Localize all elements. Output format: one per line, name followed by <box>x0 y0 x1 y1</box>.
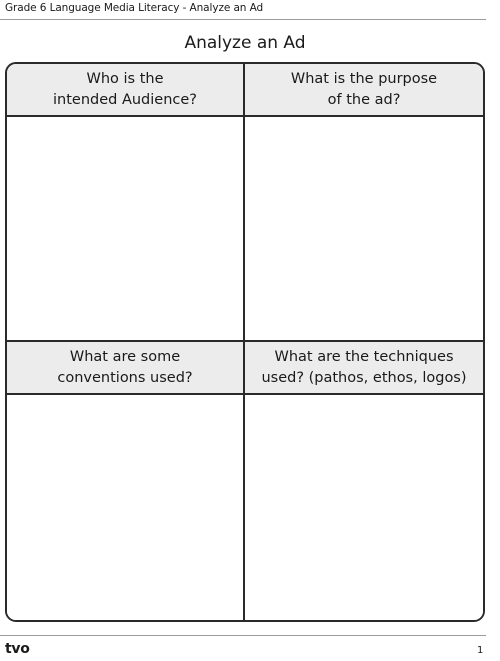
box-techniques <box>245 342 483 620</box>
analysis-grid <box>5 62 485 622</box>
box-conventions <box>7 342 245 620</box>
box-heading-line: of the ad? <box>327 91 401 108</box>
box-audience <box>7 64 245 342</box>
page-header: Grade 6 Language Media Literacy - Analyze an Ad <box>5 2 264 14</box>
box-purpose-heading <box>245 64 483 117</box>
page-number: 1 <box>477 645 484 656</box>
box-heading-line: conventions used? <box>57 369 193 386</box>
box-heading-line: intended Audience? <box>53 91 197 108</box>
box-audience-heading <box>7 64 243 117</box>
box-techniques-answer-area[interactable] <box>245 395 483 620</box>
box-heading-line: What are some <box>69 348 181 365</box>
box-heading-line: Who is the <box>86 70 164 87</box>
box-heading-line: What is the purpose <box>290 70 438 87</box>
box-heading-line: What are the techniques <box>274 348 454 365</box>
box-conventions-answer-area[interactable] <box>7 395 243 620</box>
box-conventions-heading <box>7 342 243 395</box>
header-divider <box>0 19 486 20</box>
footer-divider <box>0 635 486 636</box>
box-techniques-heading <box>245 342 483 395</box>
tvo-logo: tvo <box>5 641 30 657</box>
box-purpose-answer-area[interactable] <box>245 117 483 340</box>
page-title: Analyze an Ad <box>184 33 306 53</box>
box-audience-answer-area[interactable] <box>7 117 243 340</box>
box-heading-line: used? (pathos, ethos, logos) <box>261 369 467 386</box>
box-purpose <box>245 64 483 342</box>
